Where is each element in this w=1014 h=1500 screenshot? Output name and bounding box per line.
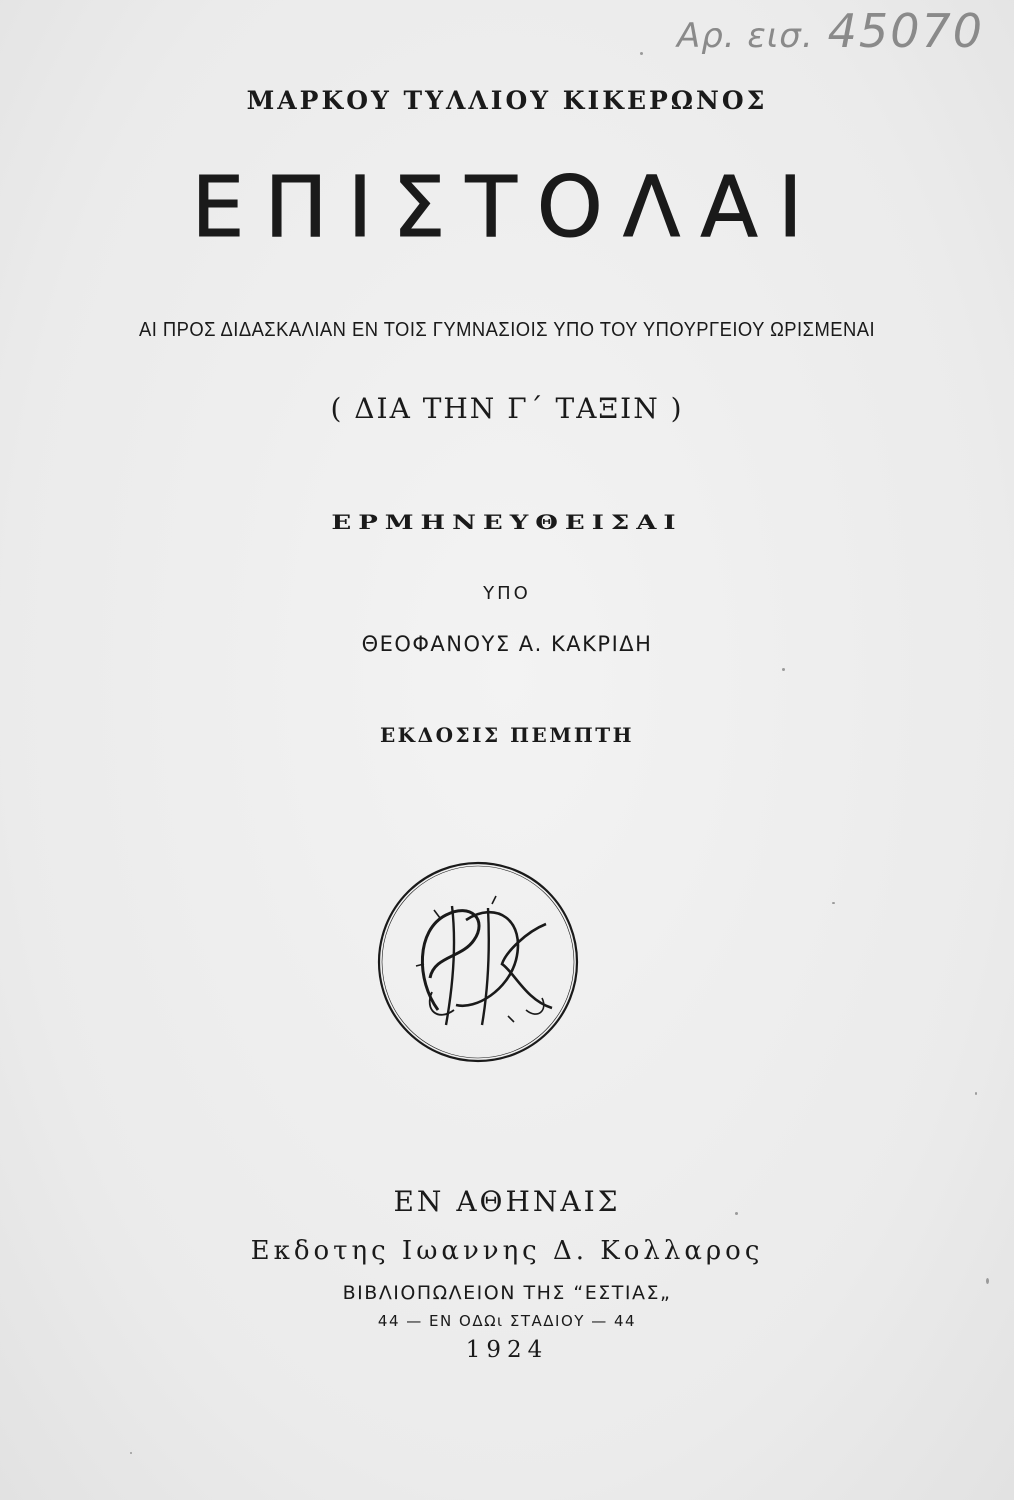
print-speck (986, 1278, 989, 1284)
imprint-address: 44 — ΕΝ ΟΔΩι ΣΤΑΔΙΟΥ — 44 (377, 1312, 637, 1330)
imprint-publisher: Εκδοτης Ιωαννης Δ. Κολλαρος (250, 1236, 764, 1266)
author-line: ΜΑΡΚΟΥ ΤΥΛΛΙΟΥ ΚΙΚΕΡΩΝΟΣ (246, 86, 768, 115)
print-speck (782, 668, 785, 671)
handwritten-number: 45070 (827, 4, 984, 58)
imprint-year: 1924 (465, 1337, 549, 1363)
print-speck (130, 1452, 132, 1454)
edition-label: ΕΚΔΟΣΙΣ ΠΕΜΠΤΗ (379, 723, 635, 747)
handwritten-accession-number (677, 4, 984, 58)
book-title: ΕΠΙΣΤΟΛΑΙ (191, 158, 823, 256)
book-subtitle: ΑΙ ΠΡΟΣ ΔΙΔΑΣΚΑΛΙΑΝ ΕΝ ΤΟΙΣ ΓΥΜΝΑΣΙΟΙΣ ΥΠΟ ΤΟΥ ΥΠΟΥΡΓΕΙΟΥ ΩΡΙΣΜΕΝΑΙ (138, 319, 876, 341)
imprint-place: ΕΝ ΑΘΗΝΑΙΣ (393, 1185, 621, 1218)
translated-label: ΕΡΜΗΝΕΥΘΕΙΣΑΙ (331, 511, 683, 535)
print-speck (832, 902, 835, 904)
by-label: ΥΠΟ (483, 583, 531, 604)
handwritten-prefix: Αρ. εισ. (676, 16, 814, 56)
monogram-letters: ΘΔΚ (476, 1050, 480, 1051)
translator-name: ΘΕΟΦΑΝΟΥΣ Α. ΚΑΚΡΙΔΗ (361, 632, 653, 656)
class-note: ( ΔΙΑ ΤΗΝ Γ΄ ΤΑΞΙΝ ) (330, 392, 684, 425)
print-speck (640, 52, 643, 55)
print-speck (735, 1212, 738, 1215)
imprint-bookshop: ΒΙΒΛΙΟΠΩΛΕΙΟΝ ΤΗΣ “ΕΣΤΙΑΣ„ (342, 1282, 672, 1304)
print-speck (975, 1092, 977, 1095)
publisher-monogram-emblem (376, 860, 580, 1064)
